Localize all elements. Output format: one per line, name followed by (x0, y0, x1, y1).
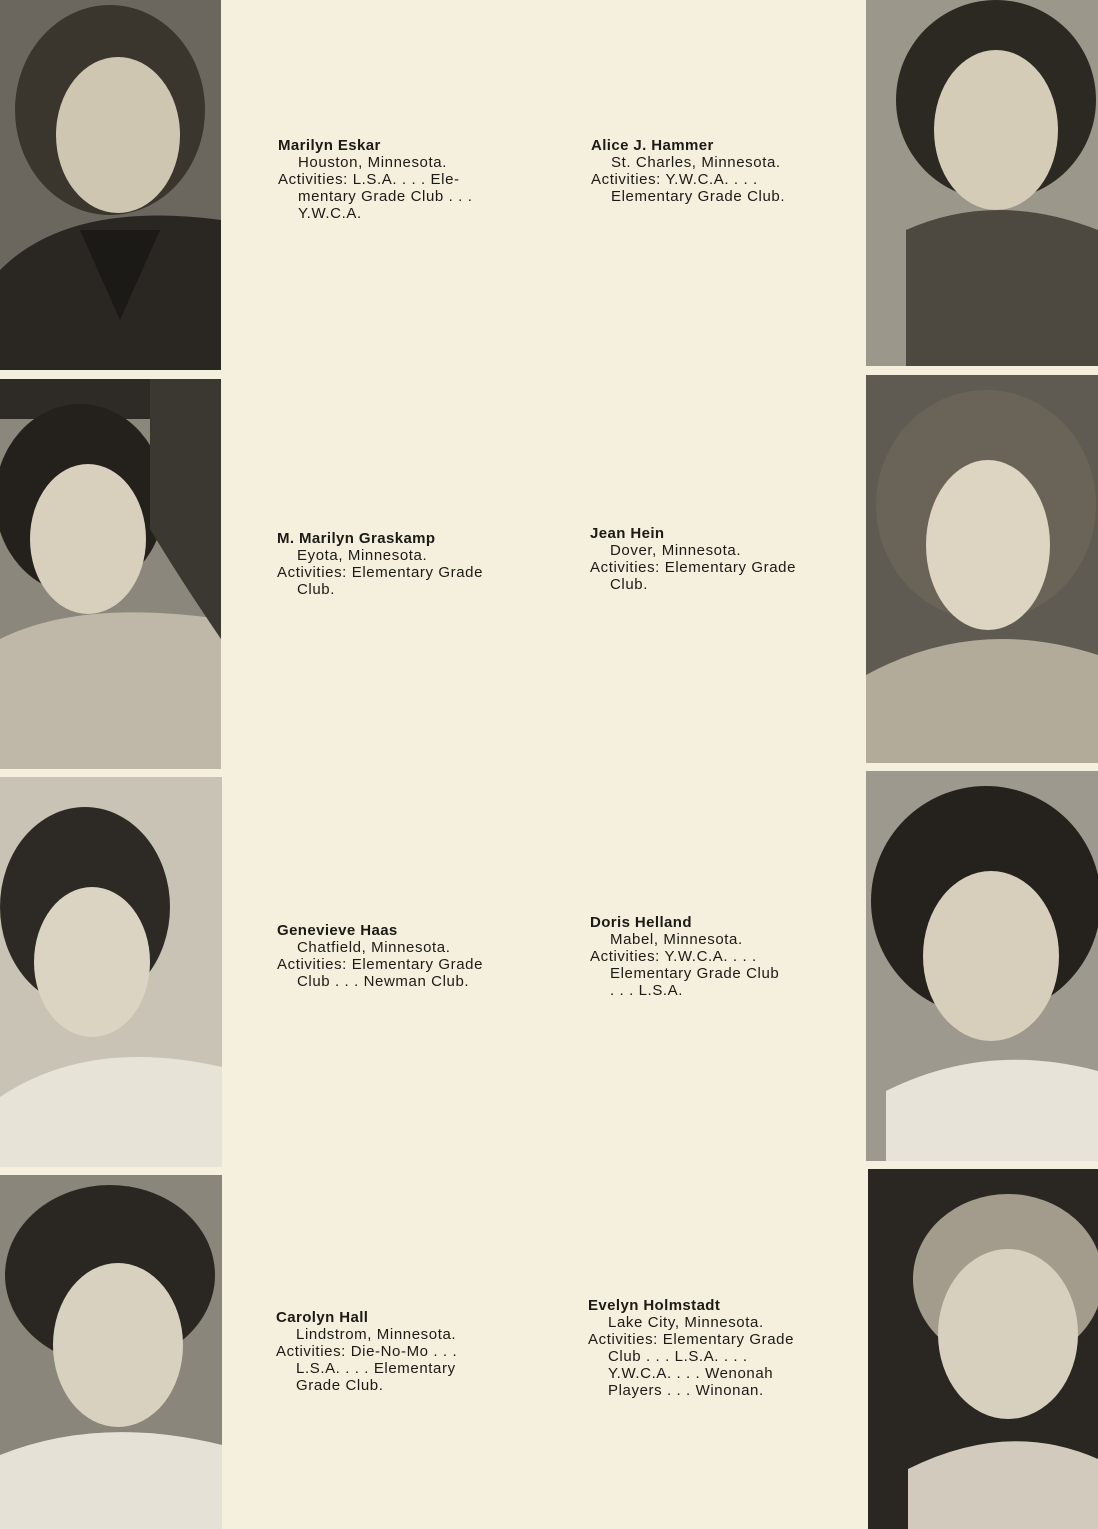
activities-line: Club. (297, 581, 336, 598)
activities-line: Activities: Y.W.C.A. . . . (590, 948, 757, 965)
activities-line: Activities: Elementary Grade (590, 559, 797, 576)
activities-line: Grade Club. (296, 1377, 384, 1394)
student-hometown: Mabel, Minnesota. (610, 931, 743, 948)
activities-line: Activities: Elementary Grade (277, 956, 484, 973)
activities-line: Players . . . Winonan. (608, 1382, 764, 1399)
student-hometown: Chatfield, Minnesota. (297, 939, 451, 956)
activities-line: Elementary Grade Club (610, 965, 780, 982)
portrait-genevieve-haas (0, 777, 222, 1167)
portrait-jean-hein (866, 375, 1098, 763)
student-hometown: Lake City, Minnesota. (608, 1314, 764, 1331)
student-name: Jean Hein (590, 525, 665, 542)
portrait-alice-j-hammer (866, 0, 1098, 366)
portrait-doris-helland (866, 771, 1098, 1161)
portrait-evelyn-holmstadt (868, 1169, 1098, 1529)
activities-line: Club . . . L.S.A. . . . (608, 1348, 748, 1365)
activities-line: Activities: L.S.A. . . . Ele- (278, 171, 460, 188)
student-hometown: Houston, Minnesota. (298, 154, 447, 171)
activities-line: . . . L.S.A. (610, 982, 684, 999)
activities-line: Activities: Elementary Grade (588, 1331, 795, 1348)
activities-line: Club . . . Newman Club. (297, 973, 470, 990)
activities-line: Elementary Grade Club. (611, 188, 786, 205)
student-name: Carolyn Hall (276, 1309, 369, 1326)
student-name: Genevieve Haas (277, 922, 398, 939)
student-hometown: St. Charles, Minnesota. (611, 154, 781, 171)
entry-jean-hein (590, 525, 820, 593)
activities-line: Y.W.C.A. (298, 205, 362, 222)
student-name: Evelyn Holmstadt (588, 1297, 721, 1314)
entry-doris-helland (590, 914, 820, 999)
student-hometown: Lindstrom, Minnesota. (296, 1326, 457, 1343)
student-name: Alice J. Hammer (591, 137, 714, 154)
activities-line: Activities: Elementary Grade (277, 564, 484, 581)
entry-m-marilyn-graskamp (277, 530, 507, 598)
activities-line: L.S.A. . . . Elementary (296, 1360, 456, 1377)
student-name: M. Marilyn Graskamp (277, 530, 436, 547)
activities-line: Y.W.C.A. . . . Wenonah (608, 1365, 774, 1382)
student-hometown: Eyota, Minnesota. (297, 547, 428, 564)
entry-marilyn-eskar (278, 137, 508, 222)
student-name: Doris Helland (590, 914, 692, 931)
activities-line: mentary Grade Club . . . (298, 188, 473, 205)
activities-line: Club. (610, 576, 649, 593)
student-hometown: Dover, Minnesota. (610, 542, 742, 559)
entry-genevieve-haas (277, 922, 507, 990)
activities-line: Activities: Y.W.C.A. . . . (591, 171, 758, 188)
entry-carolyn-hall (276, 1309, 506, 1394)
portrait-carolyn-hall (0, 1175, 222, 1529)
portrait-m-marilyn-graskamp (0, 379, 221, 769)
entry-alice-j-hammer (591, 137, 821, 205)
entry-evelyn-holmstadt (588, 1297, 818, 1399)
student-name: Marilyn Eskar (278, 137, 381, 154)
activities-line: Activities: Die-No-Mo . . . (276, 1343, 458, 1360)
portrait-marilyn-eskar (0, 0, 221, 370)
